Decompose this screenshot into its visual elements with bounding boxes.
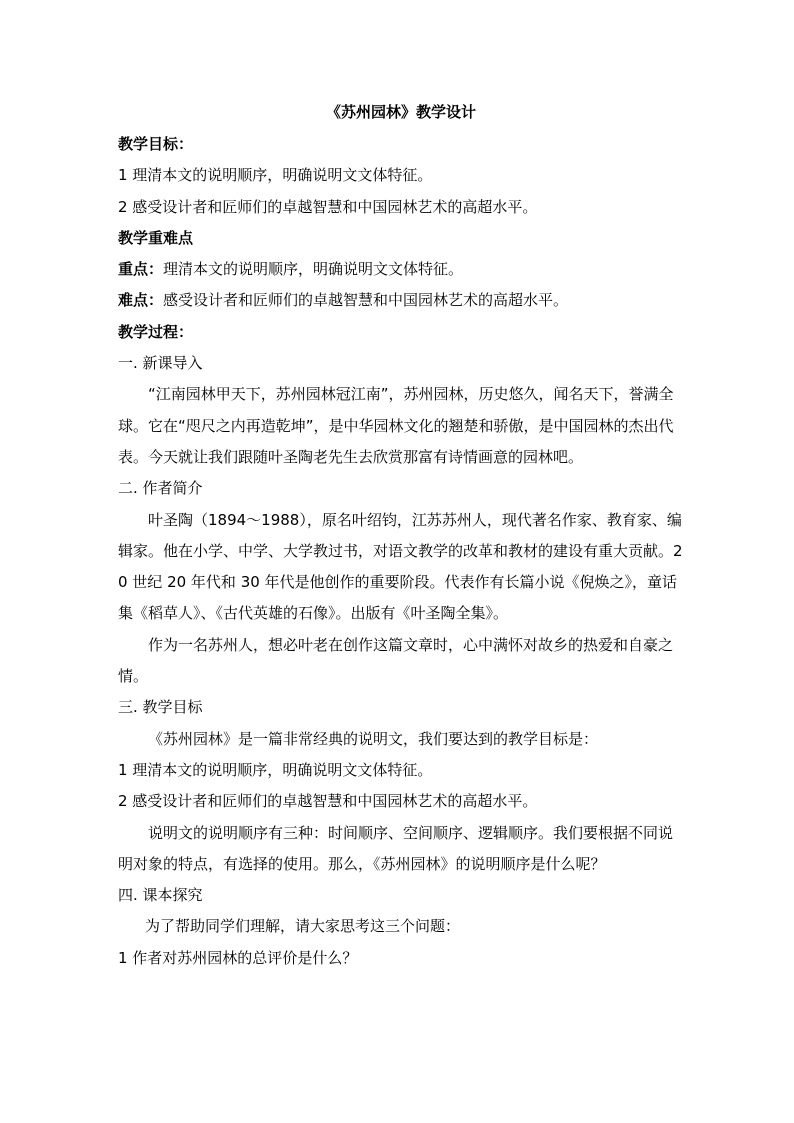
focus-line — [118, 254, 684, 285]
difficulty-label: 难点： — [118, 291, 164, 310]
difficulty-text: 感受设计者和匠师们的卓越智慧和中国园林艺术的高超水平。 — [163, 291, 569, 310]
section4-heading: 四. 课本探究 — [118, 886, 203, 905]
focus-text: 理清本文的说明顺序，明确说明文文体特征。 — [163, 260, 464, 279]
process-heading: 教学过程： — [118, 322, 194, 341]
key-points-heading: 教学重难点 — [118, 228, 194, 247]
difficulty-line — [118, 285, 684, 316]
section3-intro: 《苏州园林》是一篇非常经典的说明文，我们要达到的教学目标是： — [148, 729, 599, 748]
goals-heading: 教学目标： — [118, 135, 194, 153]
section3-heading: 三. 教学目标 — [118, 698, 203, 717]
section4-intro: 为了帮助同学们理解，请大家思考这三个问题： — [145, 917, 461, 936]
goal-item-1: 1 理清本文的说明顺序，明确说明文文体特征。 — [118, 166, 433, 185]
document-title: 《苏州园林》教学设计 — [325, 103, 476, 121]
section4-question-1: 1 作者对苏州园林的总评价是什么？ — [118, 948, 358, 967]
section2-heading: 二. 作者简介 — [118, 479, 203, 498]
section3-item-1: 1 理清本文的说明顺序，明确说明文文体特征。 — [118, 760, 433, 779]
goal-item-2: 2 感受设计者和匠师们的卓越智慧和中国园林艺术的高超水平。 — [118, 197, 538, 216]
section2-paragraph1: 叶圣陶（1894～1988），原名叶绍钧，江苏苏州人，现代著名作家、教育家、编辑家。他在小学、中学、大学教过书，对语文教学的改革和教材的建设有重大贡献。20 世纪 20 年代和 30 年代是他创作的重要阶段。代表作有长篇小说《倪焕之》，童话集《稻草人》、《古代英雄的石像》。出版有《叶圣陶全集》。 — [118, 510, 683, 623]
section2-paragraph2: 作为一名苏州人，想必叶老在创作这篇文章时，心中满怀对故乡的热爱和自豪之情。 — [118, 635, 674, 686]
section1-paragraph: “江南园林甲天下，苏州园林冠江南”，苏州园林，历史悠久，闻名天下，誉满全球。它在“咫尺之内再造乾坤”，是中华园林文化的翘楚和骄傲，是中国园林的杰出代表。今天就让我们跟随叶圣陶老先生去欣赏那富有诗情画意的园林吧。 — [118, 385, 674, 466]
section1-heading: 一. 新课导入 — [118, 354, 203, 373]
section3-paragraph: 说明文的说明顺序有三种：时间顺序、空间顺序、逻辑顺序。我们要根据不同说明对象的特点，有选择的使用。那么，《苏州园林》的说明顺序是什么呢？ — [118, 823, 674, 873]
focus-label: 重点： — [118, 260, 164, 279]
section3-item-2: 2 感受设计者和匠师们的卓越智慧和中国园林艺术的高超水平。 — [118, 792, 538, 811]
document-page — [118, 96, 684, 974]
